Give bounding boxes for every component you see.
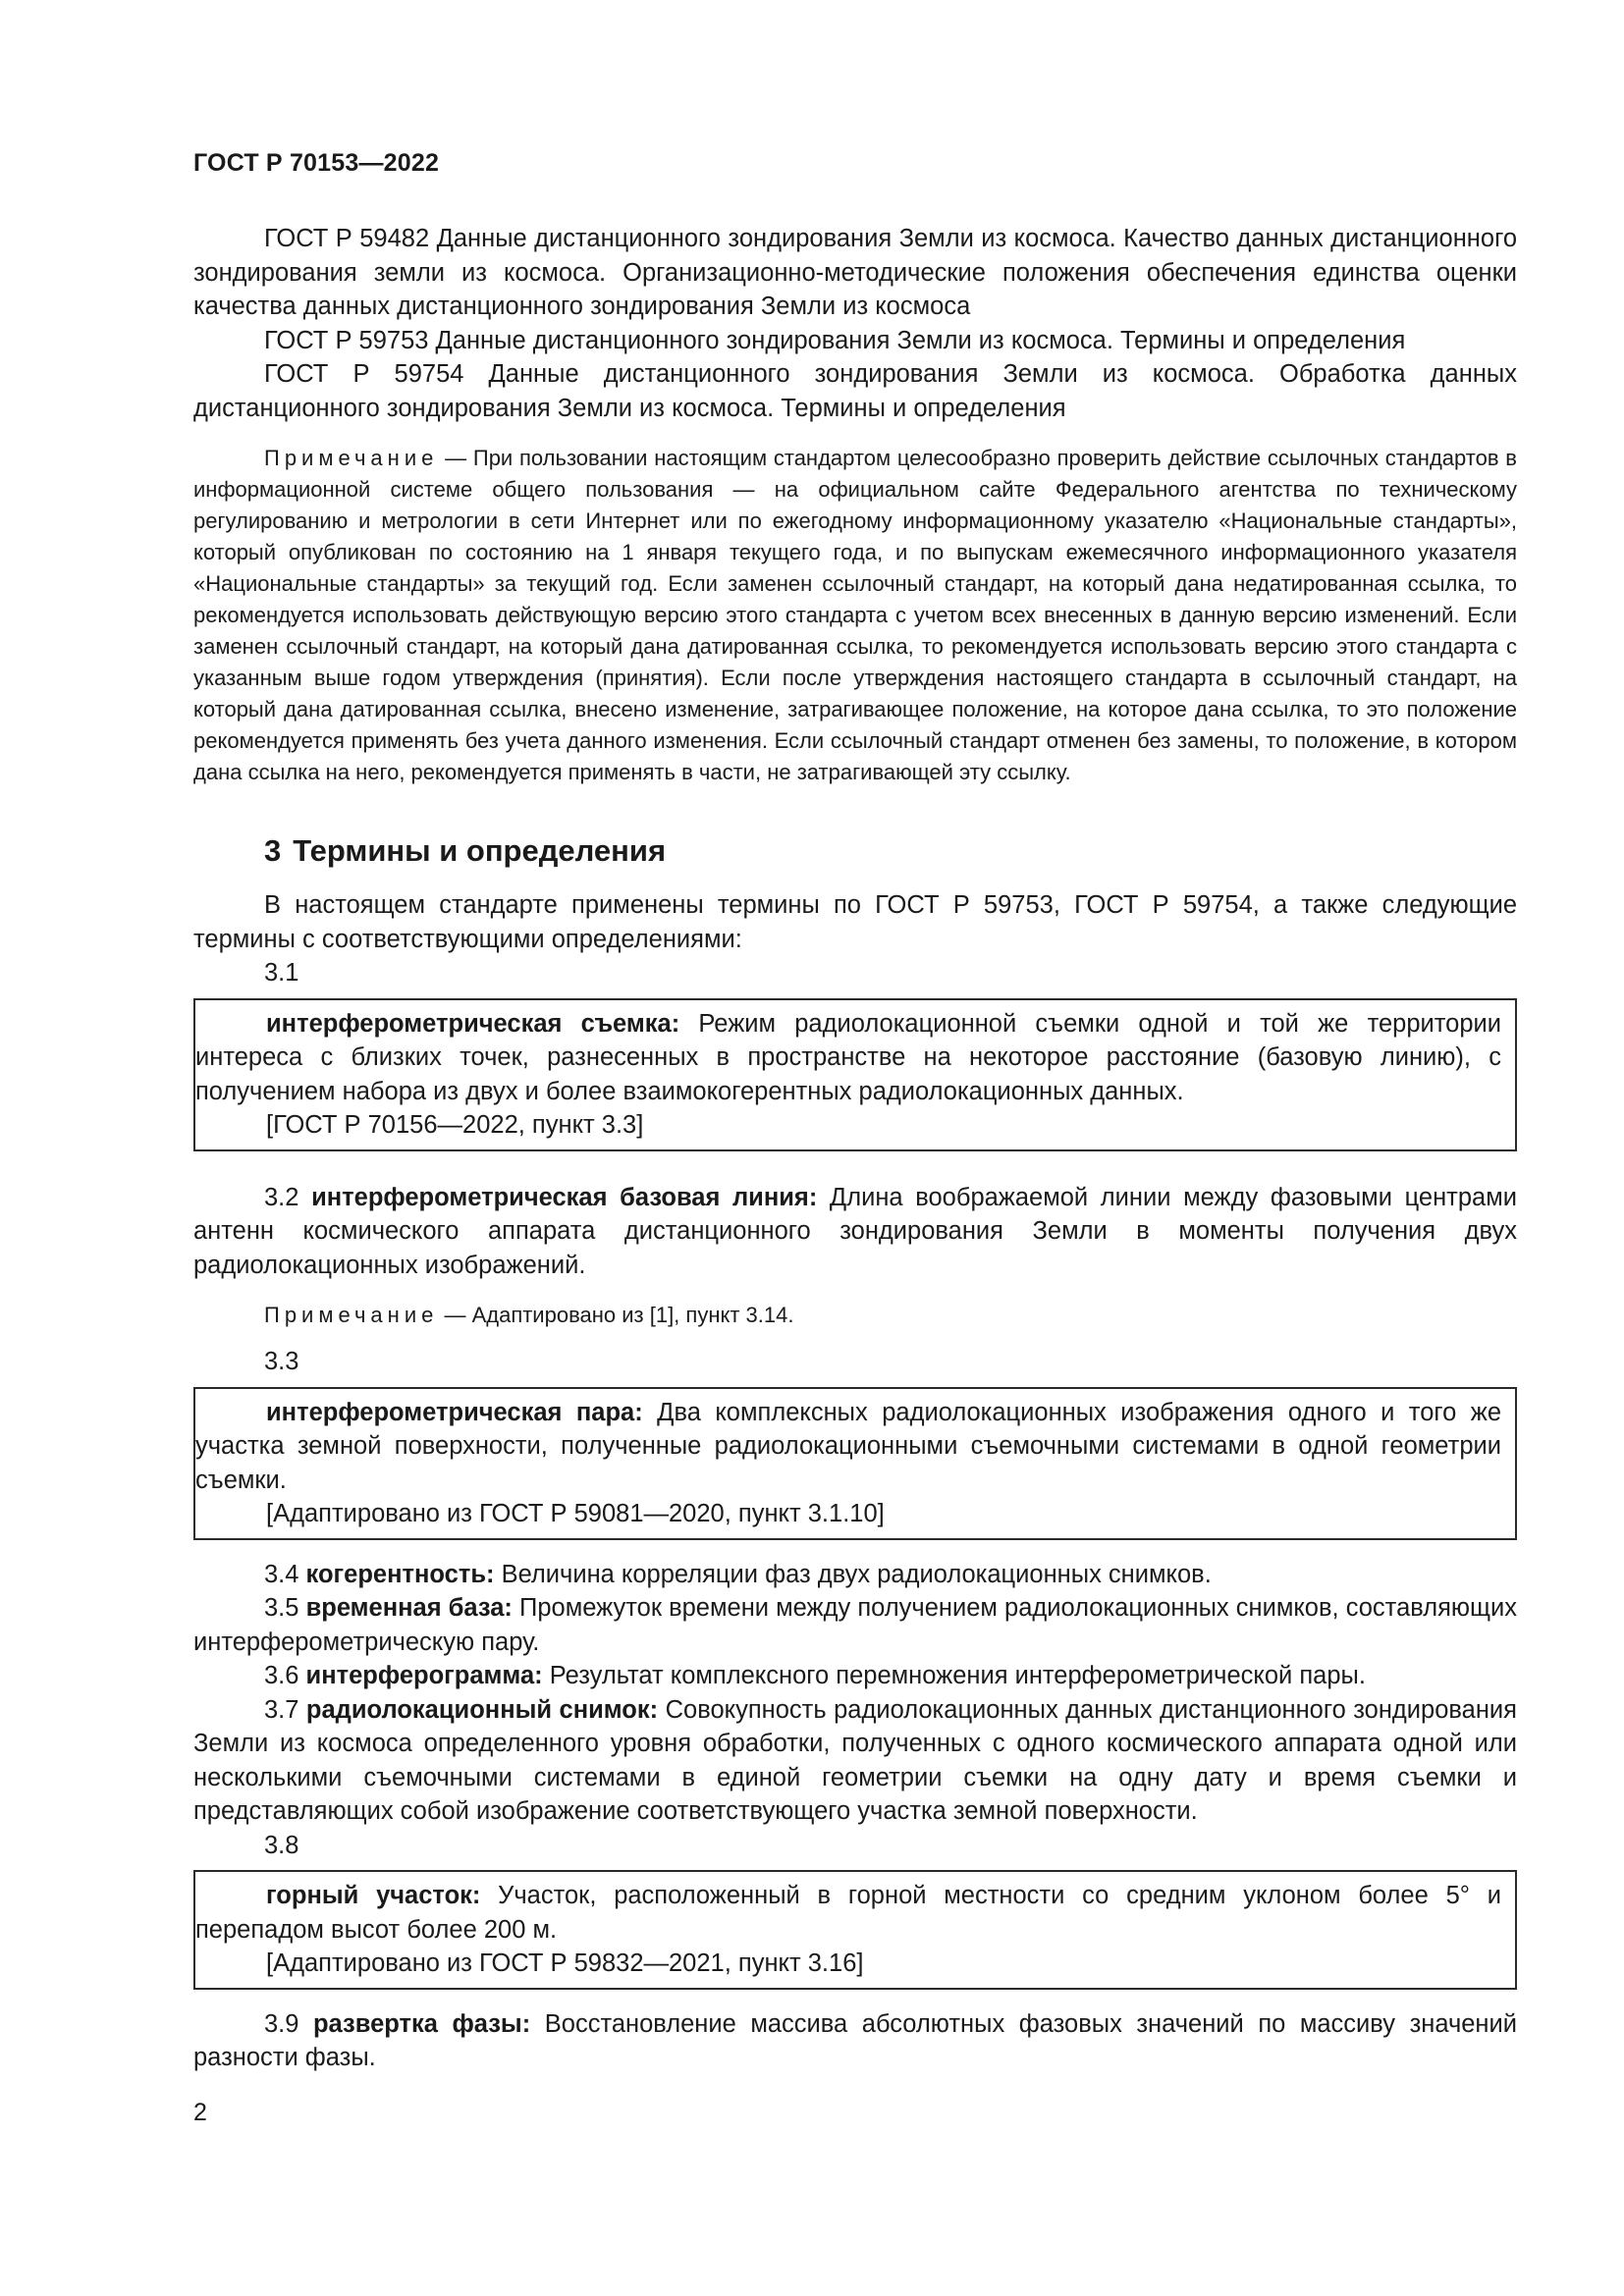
term-number: 3.2	[264, 1183, 299, 1211]
term-name: развертка фазы:	[312, 2009, 531, 2038]
ref-gost-59482: ГОСТ Р 59482 Данные дистанционного зондирования Земли из космоса. Качество данных дистанционного зондирования земли из космоса. Организационно-методические положения обеспечения единства оценки качества данных дистанционного зондирования Земли из космоса	[193, 225, 1517, 320]
term-3-5	[193, 1591, 1517, 1659]
term-3-4	[193, 1558, 1517, 1592]
ref-gost-59754: ГОСТ Р 59754 Данные дистанционного зондирования Земли из космоса. Обработка данных дистанционного зондирования Земли из космоса. Термины и определения	[193, 360, 1517, 422]
term-text: Режим радиолокационной съемки одной и той же территории интереса с близких точек, разнесенных в пространстве на некоторое расстояние (базовую линию), с получением набора из двух и более взаимокогерентных радиолокационных данных.	[195, 1009, 1502, 1105]
term-name: интерферометрическая пара:	[266, 1398, 643, 1426]
note-adapted	[193, 1300, 1517, 1331]
note-label: Примечание	[264, 446, 439, 470]
term-box-3-3	[193, 1387, 1517, 1540]
term-name: интерферометрическая базовая линия:	[311, 1183, 818, 1211]
term-number: 3.3	[264, 1348, 299, 1375]
note-text: — Адаптировано из [1], пункт 3.14.	[438, 1303, 794, 1327]
term-text: Величина корреляции фаз двух радиолокационных снимков.	[494, 1560, 1212, 1588]
page-header: ГОСТ Р 70153—2022	[193, 149, 440, 177]
section-intro: В настоящем стандарте применены термины по ГОСТ Р 59753, ГОСТ Р 59754, а также следующие термины с соответствующими определениями:	[193, 891, 1517, 953]
term-name: интерферометрическая съемка:	[266, 1009, 680, 1038]
term-text: Совокупность радиолокационных данных дистанционного зондирования Земли из космоса определенного уровня обработки, полученных с одного космического аппарата одной или несколькими съемочными системами в единой геометрии съемки на одну дату и время съемки и представляющих собой изображение соответствующего участка земной поверхности.	[193, 1695, 1517, 1825]
term-number: 3.9	[264, 2009, 299, 2038]
term-number: 3.1	[264, 959, 299, 987]
term-name: горный участок:	[266, 1882, 481, 1909]
term-box-3-8	[193, 1870, 1517, 1990]
term-number: 3.6	[264, 1662, 299, 1689]
section-heading	[193, 831, 1517, 871]
term-number: 3.8	[264, 1831, 299, 1859]
term-text: Длина воображаемой линии между фазовыми центрами антенн космического аппарата дистанционного зондирования Земли в моменты получения двух радиолокационных изображений.	[193, 1183, 1517, 1279]
term-text: Результат комплексного перемножения интерферометрической пары.	[542, 1662, 1366, 1689]
term-3-2	[193, 1181, 1517, 1283]
term-3-6	[193, 1659, 1517, 1693]
term-source: [ГОСТ Р 70156—2022, пункт 3.3]	[266, 1111, 644, 1139]
term-name: интерферограмма:	[305, 1662, 543, 1689]
term-source: [Адаптировано из ГОСТ Р 59832—2021, пункт 3.16]	[266, 1949, 864, 1977]
term-number: 3.5	[264, 1594, 299, 1622]
note-text: — При пользовании настоящим стандартом целесообразно проверить действие ссылочных стандартов в информационной системе общего пользования — на официальном сайте Федерального агентства по техническому регулированию и метрологии в сети Интернет или по ежегодному информационному указателю «Национальные стандарты», который опубликован по состоянию на 1 января текущего года, и по выпускам ежемесячного информационного указателя «Национальные стандарты» за текущий год. Если заменен ссылочный стандарт, на который дана недатированная ссылка, то рекомендуется использовать действующую версию этого стандарта с учетом всех внесенных в данную версию изменений. Если заменен ссылочный стандарт, на который дана датированная ссылка, то рекомендуется использовать версию этого стандарта с указанным выше годом утверждения (принятия). Если после утверждения настоящего стандарта в ссылочный стандарт, на который дана датированная ссылка, внесено изменение, затрагивающее положение, на которое дана ссылка, то это положение рекомендуется применять без учета данного изменения. Если ссылочный стандарт отменен без замены, то положение, в котором дана ссылка на него, рекомендуется применять в части, не затрагивающей эту ссылку.	[193, 446, 1517, 784]
term-name: временная база:	[305, 1594, 513, 1622]
page-number: 2	[193, 2099, 207, 2126]
term-source: [Адаптировано из ГОСТ Р 59081—2020, пункт 3.1.10]	[266, 1500, 885, 1527]
ref-gost-59753: ГОСТ Р 59753 Данные дистанционного зондирования Земли из космоса. Термины и определения	[264, 326, 1406, 354]
note-references	[193, 443, 1517, 788]
term-definition	[195, 1879, 1501, 1947]
term-number: 3.4	[264, 1560, 299, 1588]
note-label: Примечание	[264, 1303, 439, 1327]
term-box-3-1	[193, 998, 1517, 1151]
term-text: Два комплексных радиолокационных изображения одного и того же участка земной поверхности, полученные радиолокационными съемочными системами в одной геометрии съемки.	[195, 1398, 1502, 1494]
term-name: радиолокационный снимок:	[305, 1695, 659, 1724]
term-number: 3.7	[264, 1695, 299, 1724]
term-text: Промежуток времени между получением радиолокационных снимков, составляющих интерферометрическую пару.	[193, 1594, 1517, 1656]
section-title: Термины и определения	[293, 833, 667, 868]
term-definition	[195, 1396, 1501, 1498]
term-text: Участок, расположенный в горной местности со средним уклоном более 5° и перепадом высот более 200 м.	[195, 1882, 1501, 1944]
term-definition	[195, 1007, 1501, 1109]
term-name: когерентность:	[305, 1560, 495, 1588]
term-3-7	[193, 1693, 1517, 1829]
page-content	[193, 222, 1517, 2075]
term-3-9	[193, 2007, 1517, 2075]
section-number: 3	[264, 833, 282, 868]
term-text: Восстановление массива абсолютных фазовых значений по массиву значений разности фазы.	[193, 2009, 1517, 2071]
